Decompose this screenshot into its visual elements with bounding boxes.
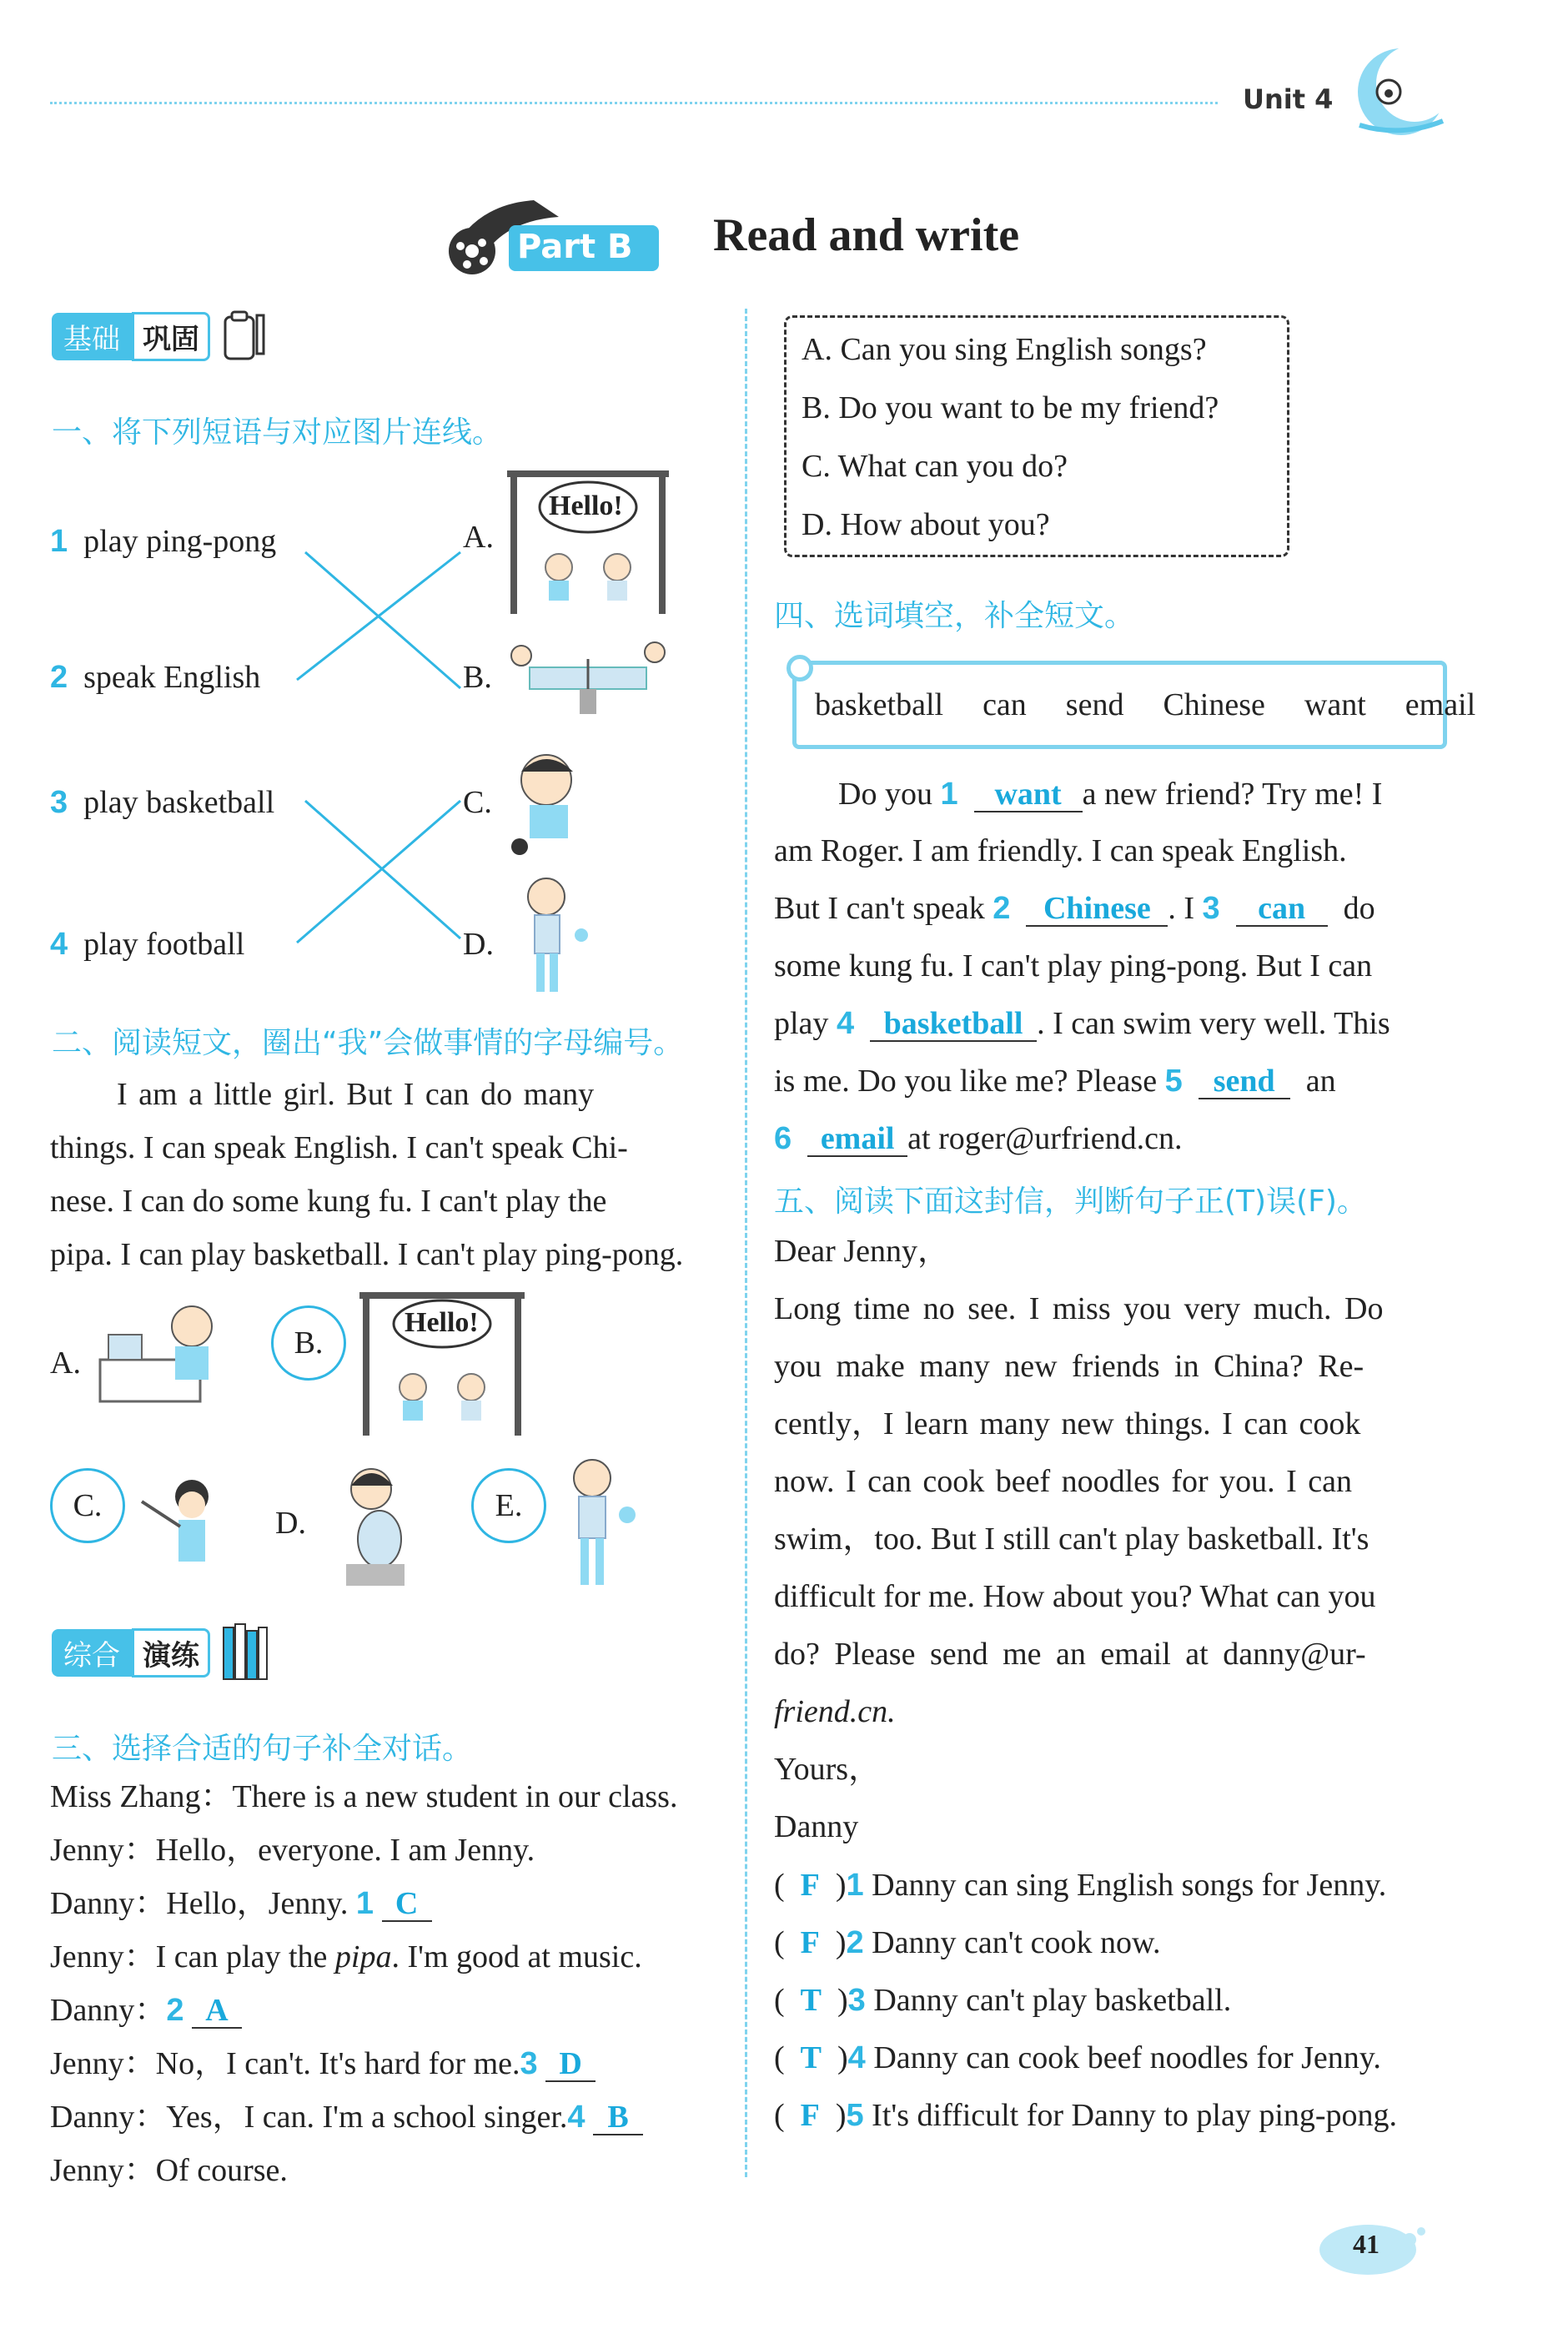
- option-e-circle[interactable]: [471, 1468, 546, 1543]
- match-item-1: 1 play ping-pong: [50, 524, 277, 559]
- match-letter-b: B.: [463, 660, 492, 695]
- comprehensive-tag-label: 综合: [52, 1629, 132, 1677]
- match-item-2: 2 speak English: [50, 660, 261, 695]
- letter-line-7: difficult for me. How about you? What can you: [774, 1579, 1376, 1614]
- dialog-line-7: Danny：Yes，I can. I'm a school singer.4 B: [50, 2089, 643, 2145]
- section2-line-3: nese. I can do some kung fu. I can't play the: [50, 1184, 607, 1219]
- basic-tag-sub: 巩固: [132, 312, 210, 361]
- section2-title: 二、阅读短文，圈出“我”会做事情的字母编号。: [52, 1026, 684, 1060]
- part-label: Part B: [517, 228, 633, 266]
- letter-line-4: cently，I learn many new things. I can cook: [774, 1406, 1361, 1441]
- match-item-3: 3 play basketball: [50, 785, 275, 820]
- dialog-line-4: Jenny：I can play the pipa. I'm good at music.: [50, 1939, 642, 1974]
- passage-line-1: Do you 1 want a new friend? Try me! I: [838, 777, 1383, 812]
- passage-line-4: some kung fu. I can't play ping-pong. But I can: [774, 948, 1373, 983]
- kung-fu-desk-picture-a: [92, 1293, 242, 1418]
- dialog-line-8: Jenny：Of course.: [50, 2153, 288, 2188]
- judgment-4: ( T )4 Danny can cook beef noodles for Jenny.: [774, 2040, 1381, 2075]
- match-letter-d: D.: [463, 927, 494, 962]
- match-letter-c: C.: [463, 785, 492, 820]
- kung-fu-girl-picture-c: [133, 1468, 234, 1585]
- comprehensive-tag-sub: 演练: [132, 1628, 210, 1678]
- passage-line-6: is me. Do you like me? Please 5 send an: [774, 1064, 1336, 1099]
- blank-answer-1: want: [994, 777, 1062, 812]
- clipboard-icon: [220, 307, 270, 365]
- letter-line-1: Dear Jenny，: [774, 1234, 949, 1269]
- option-line-c: C. What can you do?: [802, 449, 1068, 484]
- dialog-line-6: Jenny：No，I can't. It's hard for me.3 D: [50, 2035, 596, 2092]
- passage-line-3: But I can't speak 2 Chinese . I 3 can do: [774, 891, 1375, 926]
- hello-bubble-text-b: Hello!: [405, 1307, 479, 1338]
- option-e-label: E.: [495, 1488, 523, 1523]
- option-c-label: C.: [73, 1488, 103, 1523]
- blank-answer-5: send: [1213, 1064, 1275, 1099]
- word-bank-pin: [787, 655, 813, 682]
- dialog-line-2: Jenny：Hello，everyone. I am Jenny.: [50, 1833, 535, 1868]
- section5-title: 五、阅读下面这封信，判断句子正(T)误(F)。: [774, 1185, 1367, 1219]
- letter-line-3: you make many new friends in China? Re-: [774, 1349, 1364, 1384]
- option-line-a: A. Can you sing English songs?: [802, 332, 1207, 367]
- books-icon: [220, 1622, 270, 1683]
- match-lines: [284, 534, 484, 968]
- letter-line-2: Long time no see. I miss you very much. Do: [774, 1291, 1384, 1326]
- basic-tag-label: 基础: [52, 313, 132, 360]
- answer-2: A: [205, 1993, 229, 2028]
- judgment-5: ( F )5 It's difficult for Danny to play ping-pong.: [774, 2098, 1398, 2133]
- letter-line-11: Danny: [774, 1809, 859, 1844]
- talking-girl-picture-c: [505, 747, 605, 863]
- comprehensive-tag: [52, 1622, 270, 1683]
- option-line-d: D. How about you?: [802, 507, 1050, 542]
- letter-line-10: Yours，: [774, 1752, 881, 1787]
- option-a-label: A.: [50, 1346, 81, 1381]
- letter-line-6: swim，too. But I still can't play basketball. It's: [774, 1522, 1369, 1557]
- section4-title: 四、选词填空，补全短文。: [774, 599, 1135, 633]
- swing-picture-a: [500, 467, 676, 617]
- match-letter-a: A.: [463, 520, 494, 555]
- option-c-circle[interactable]: [50, 1468, 125, 1543]
- options-box: [784, 315, 1289, 557]
- column-divider: [745, 309, 747, 2177]
- passage-line-7: 6 email at roger@urfriend.cn.: [774, 1121, 1183, 1156]
- passage-line-5: play 4 basketball . I can swim very well. This: [774, 1006, 1390, 1041]
- word-bank-words: basketball can send Chinese want email: [815, 687, 1476, 722]
- section3-title: 三、选择合适的句子补全对话。: [52, 1732, 473, 1766]
- blank-answer-4: basketball: [883, 1006, 1023, 1041]
- blank-answer-3: can: [1258, 891, 1306, 926]
- unit-label: Unit 4: [1243, 83, 1334, 115]
- ping-pong-picture-b: [505, 634, 671, 717]
- part-badge: [442, 196, 667, 275]
- dialog-line-1: Miss Zhang：There is a new student in our class.: [50, 1779, 678, 1814]
- pipa-girl-picture-d: [329, 1456, 430, 1589]
- moon-mascot-icon: [1343, 33, 1460, 142]
- answer-4: B: [607, 2100, 629, 2135]
- passage-line-2: am Roger. I am friendly. I can speak English.: [774, 833, 1347, 868]
- section2-line-2: things. I can speak English. I can't speak Chi-: [50, 1130, 628, 1165]
- ball-girl-picture-d: [505, 872, 596, 997]
- basketball-girl-picture-e: [550, 1451, 642, 1593]
- section2-line-4: pipa. I can play basketball. I can't play ping-pong.: [50, 1237, 684, 1272]
- match-item-4: 4 play football: [50, 927, 245, 962]
- judgment-1: ( F )1 Danny can sing English songs for Jenny.: [774, 1868, 1387, 1903]
- word-bank: [792, 661, 1476, 749]
- option-line-b: B. Do you want to be my friend?: [802, 390, 1219, 425]
- hello-bubble-text: Hello!: [549, 490, 623, 521]
- letter-line-5: now. I can cook beef noodles for you. I can: [774, 1464, 1353, 1499]
- option-d-label: D.: [275, 1506, 306, 1541]
- letter-line-8: do? Please send me an email at danny@ur-: [774, 1637, 1366, 1672]
- page-number: 41: [1353, 2229, 1380, 2259]
- judgment-3: ( T )3 Danny can't play basketball.: [774, 1983, 1232, 2018]
- judgment-2: ( F )2 Danny can't cook now.: [774, 1925, 1161, 1960]
- swing-picture-option-b: [354, 1289, 530, 1439]
- dialog-line-5: Danny：2 A: [50, 1982, 242, 2039]
- answer-3: D: [559, 2046, 582, 2081]
- blank-answer-6: email: [820, 1121, 895, 1156]
- blank-answer-2: Chinese: [1043, 891, 1151, 926]
- option-b-label: B.: [294, 1325, 324, 1361]
- section1-title: 一、将下列短语与对应图片连线。: [52, 415, 503, 450]
- letter-line-9: friend.cn.: [774, 1694, 896, 1729]
- header-dotted-rule: [50, 102, 1218, 104]
- basic-tag: [52, 307, 270, 365]
- option-b-circle[interactable]: [271, 1305, 346, 1381]
- section2-line-1: I am a little girl. But I can do many: [117, 1077, 595, 1112]
- page-title: Read and write: [713, 209, 1020, 261]
- dialog-line-3: Danny：Hello，Jenny. 1 C: [50, 1875, 432, 1932]
- answer-1: C: [395, 1886, 419, 1921]
